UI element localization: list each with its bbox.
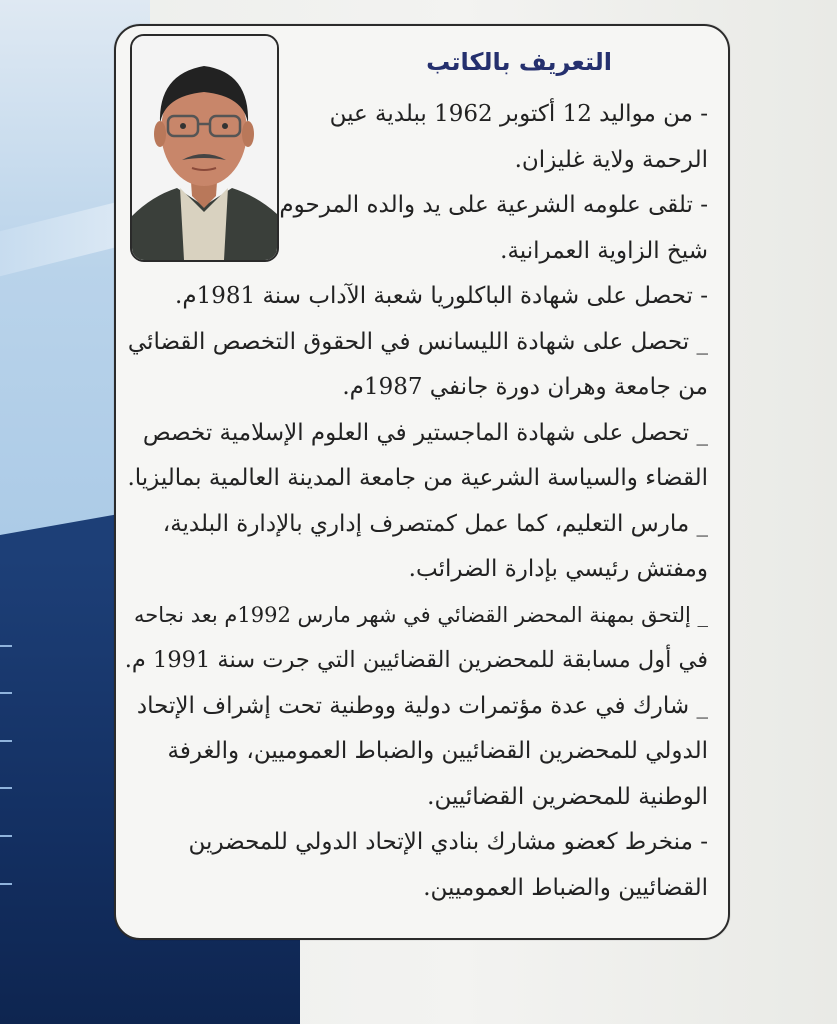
bio-line: _ تحصل على شهادة الليسانس في الحقوق التخصص القضائي [127, 328, 708, 355]
bio-line: الوطنية للمحضرين القضائيين. [427, 783, 708, 810]
cover-tick-mark [0, 692, 12, 694]
bio-line: شيخ الزاوية العمرانية. [500, 237, 708, 264]
bio-line: _ مارس التعليم، كما عمل كمتصرف إداري بالإدارة البلدية، [162, 510, 708, 537]
bio-line: في أول مسابقة للمحضرين القضائيين التي جرت سنة 1991 م. [124, 647, 708, 673]
cover-tick-mark [0, 883, 12, 885]
author-bio-card [114, 24, 730, 940]
bio-line: من جامعة وهران دورة جانفي 1987م. [342, 374, 708, 400]
cover-tick-mark [0, 787, 12, 789]
bio-line: - تحصل على شهادة الباكلوريا شعبة الآداب سنة 1981م. [175, 283, 708, 309]
bio-line: _ شارك في عدة مؤتمرات دولية ووطنية تحت إشراف الإتحاد [136, 692, 708, 719]
cover-tick-mark [0, 835, 12, 837]
bio-line: القضاء والسياسة الشرعية من جامعة المدينة العالمية بماليزيا. [127, 465, 708, 491]
bio-line: ومفتش رئيسي بإدارة الضرائب. [408, 556, 708, 582]
bio-line: - من مواليد 12 أكتوبر 1962 ببلدية عين [329, 101, 708, 127]
bio-line: _ إلتحق بمهنة المحضر القضائي في شهر مارس 1992م بعد نجاحه [133, 602, 708, 627]
bio-line: الرحمة ولاية غليزان. [514, 146, 708, 173]
cover-tick-mark [0, 740, 12, 742]
bio-line: - منخرط كعضو مشارك بنادي الإتحاد الدولي للمحضرين [188, 829, 708, 855]
bio-line: القضائيين والضباط العموميين. [423, 874, 708, 901]
bio-text [123, 92, 708, 911]
bio-line: الدولي للمحضرين القضائيين والضباط العموميين، والغرفة [167, 738, 708, 764]
bio-line: - تلقى علومه الشرعية على يد والده المرحوم [279, 192, 708, 218]
cover-tick-mark [0, 645, 12, 647]
bio-line: _ تحصل على شهادة الماجستير في العلوم الإسلامية تخصص [142, 419, 708, 446]
bio-heading: التعريف بالكاتب [426, 48, 612, 76]
